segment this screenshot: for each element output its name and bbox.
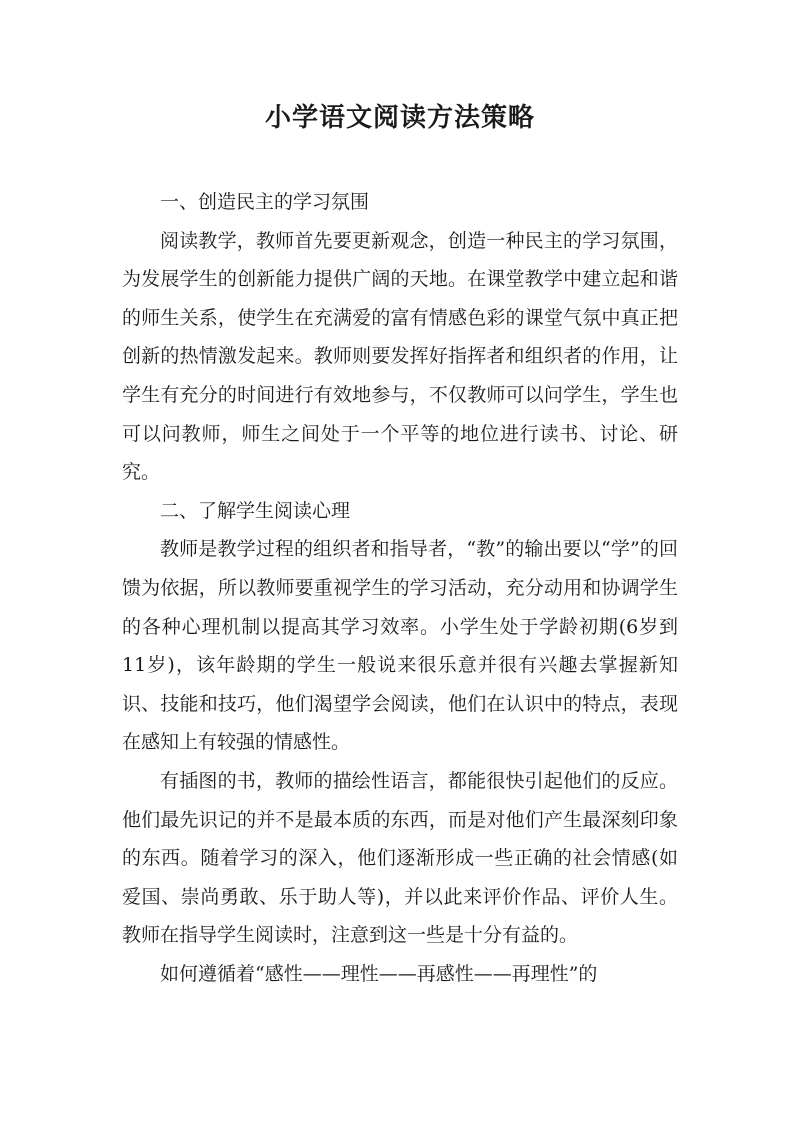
section-heading-2: 二、了解学生阅读心理: [160, 499, 351, 522]
document-title: 小学语文阅读方法策略: [264, 103, 535, 133]
paragraph: 有插图的书，教师的描绘性语言，都能很快引起他们的反应。他们最先识记的并不是最本质的东西，而是对他们产生最深刻印象的东西。随着学习的深入，他们逐渐形成一些正确的社会情感(如爱国、崇尚勇敢、乐于助人等)，并以此来评价作品、评价人生。教师在指导学生阅读时，注意到这一些是十分有益的。: [122, 769, 678, 947]
paragraph: 教师是教学过程的组织者和指导者，“教”的输出要以“学”的回馈为依据，所以教师要重视学生的学习活动，充分动用和协调学生的各种心理机制以提高其学习效率。小学生处于学龄初期(6岁到11岁)，该年龄期的学生一般说来很乐意并很有兴趣去掌握新知识、技能和技巧，他们渴望学会阅读，他们在认识中的特点，表现在感知上有较强的情感性。: [122, 538, 678, 754]
document-body: [122, 183, 678, 993]
paragraph: 如何遵循着“感性——理性——再感性——再理性”的: [160, 962, 598, 985]
paragraph: 阅读教学，教师首先要更新观念，创造一种民主的学习氛围，为发展学生的创新能力提供广阔的天地。在课堂教学中建立起和谐的师生关系，使学生在充满爱的富有情感色彩的课堂气氛中真正把创新的热情激发起来。教师则要发挥好指挥者和组织者的作用，让学生有充分的时间进行有效地参与，不仅教师可以问学生，学生也可以问教师，师生之间处于一个平等的地位进行读书、讨论、研究。: [122, 229, 678, 484]
section-heading-1: 一、创造民主的学习氛围: [160, 191, 370, 213]
